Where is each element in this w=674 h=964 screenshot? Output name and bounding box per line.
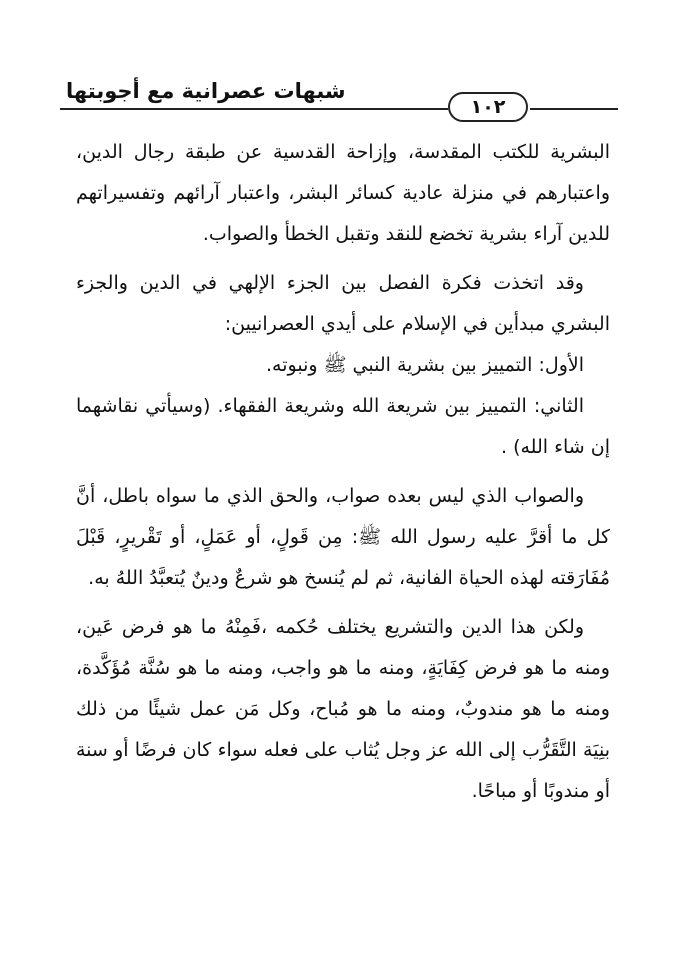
paragraph-1: البشرية للكتب المقدسة، وإزاحة القدسية عن طبقة رجال الدين، واعتبارهم في منزلة عادية كسائر البشر، واعتبار آرائهم وتفسيراتهم للدين آراء بشرية تخضع للنقد وتقبل الخطأ والصواب.: [76, 141, 610, 245]
page-number: ١٠٢: [448, 92, 528, 122]
page-header: [60, 74, 618, 124]
paragraph-3: الأول: التمييز بين بشرية النبي ﷺ ونبوته.: [266, 354, 584, 376]
paragraph-5: والصواب الذي ليس بعده صواب، والحق الذي ما سواه باطل، أنَّ كل ما أقرَّ عليه رسول الله ﷺ: مِن قَولٍ، أو عَمَلٍ، أو تَقْريرٍ، قَبْلَ مُفَارَقته لهذه الحياة الفانية، ثم لم يُنسخ هو شرعٌ ودينٌ يُتعبَّدُ اللهُ به.: [76, 485, 610, 589]
paragraph-6: ولكن هذا الدين والتشريع يختلف حُكمه ،فَمِنْهُ ما هو فرض عَين، ومنه ما هو فرض كِفَايَةٍ، ومنه ما هو واجب، ومنه ما هو سُنَّة مُؤَكَّدة، ومنه ما هو مندوبٌ، ومنه ما هو مُباح، وكل مَن عمل شيئًا من ذلك بنِيَة التَّقَرُّب إلى الله عز وجل يُثاب على فعله سواء كان فرضًا أو سنة أو مندوبًا أو مباحًا.: [76, 616, 610, 802]
paragraph-2: وقد اتخذت فكرة الفصل بين الجزء الإلهي في الدين والجزء البشري مبدأين في الإسلام على أيدي العصرانيين:: [76, 272, 610, 335]
header-rule-right: [530, 108, 618, 110]
main-text: [76, 132, 610, 812]
header-rule-left: [60, 108, 448, 110]
running-title: شبهات عصرانية مع أجوبتها: [66, 79, 346, 103]
paragraph-4: الثاني: التمييز بين شريعة الله وشريعة الفقهاء. (وسيأتي نقاشهما إن شاء الله) .: [76, 395, 610, 458]
